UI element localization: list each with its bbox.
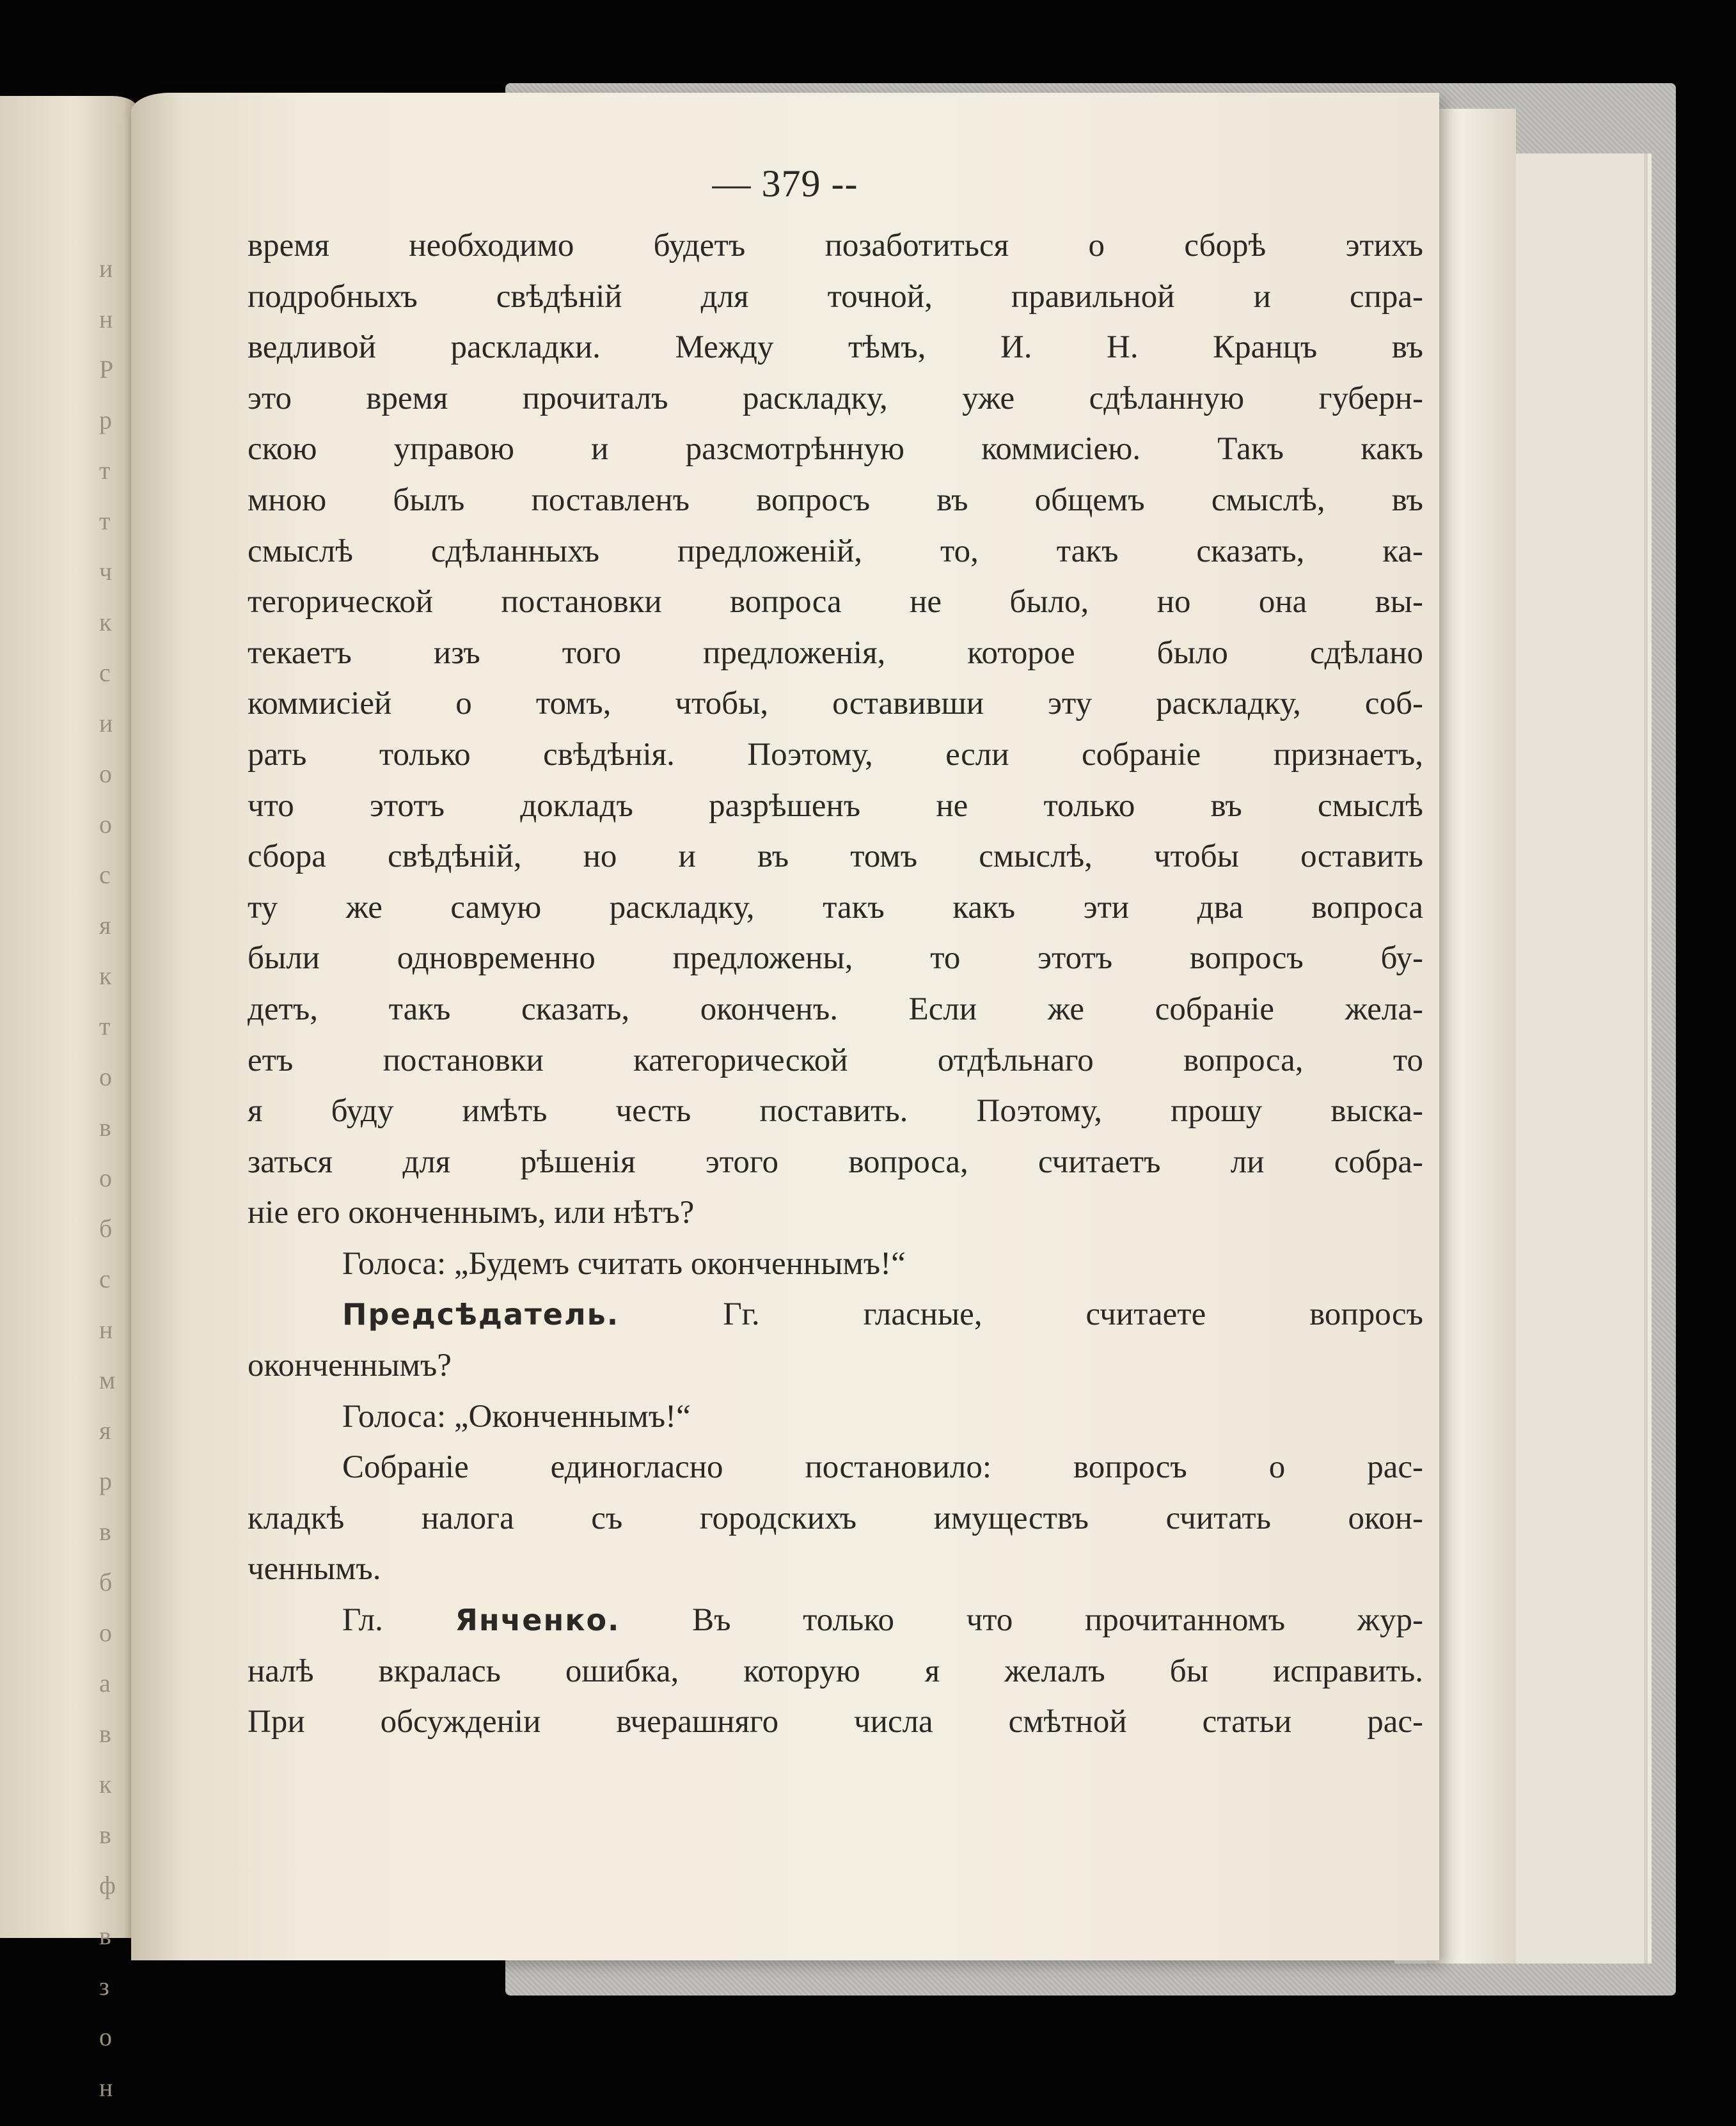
edge-mark: в — [99, 1921, 111, 1950]
text-line: заться для рѣшенія этого вопроса, считаетъ ли собра- — [248, 1144, 1423, 1180]
edge-mark: в — [99, 1517, 111, 1546]
edge-mark: б — [99, 1214, 113, 1243]
edge-mark: к — [99, 608, 112, 636]
text-line: рать только свѣдѣнія. Поэтому, если собраніе признаетъ, — [248, 736, 1423, 773]
edge-mark: т — [99, 507, 111, 535]
edge-mark: н — [99, 304, 113, 333]
resolution-line-2: кладкѣ налога съ городскихъ имуществъ считать окон- — [248, 1500, 1423, 1536]
edge-mark: о — [99, 759, 112, 788]
previous-page-edge — [0, 96, 138, 2102]
paragraph-main — [248, 221, 1423, 1239]
edge-mark: и — [99, 254, 113, 283]
edge-mark: в — [99, 1113, 111, 1142]
edge-mark: о — [99, 1163, 112, 1192]
edge-mark: а — [99, 1669, 111, 1697]
yanchenko-line-1 — [248, 1595, 1423, 1646]
text-line: время необходимо будетъ позаботиться о сборѣ этихъ — [248, 228, 1423, 264]
edge-mark: р — [99, 1467, 112, 1495]
yanchenko-text-1: Въ только что прочитанномъ жур- — [692, 1602, 1424, 1639]
edge-mark: о — [99, 810, 112, 839]
book-page — [131, 93, 1439, 1960]
text-line: подробныхъ свѣдѣній для точной, правильной и спра- — [248, 278, 1423, 315]
text-line: етъ постановки категорической отдѣльнаго вопроса, то — [248, 1042, 1423, 1078]
text-line: смыслѣ сдѣланныхъ предложеній, то, такъ сказать, ка- — [248, 533, 1423, 569]
page-number: — 379 -- — [712, 162, 858, 205]
previous-page-line-ends — [99, 243, 125, 2113]
chairman-text: Гг. гласные, считаете вопросъ — [723, 1296, 1423, 1333]
yanchenko-line-2: налѣ вкралась ошибка, которую я желалъ бы исправить. — [248, 1653, 1423, 1689]
edge-mark: ф — [99, 1871, 116, 1900]
text-line: мною былъ поставленъ вопросъ въ общемъ смыслѣ, въ — [248, 482, 1423, 518]
text-line: коммисіей о томъ, чтобы, оставивши эту раскладку, соб- — [248, 686, 1423, 722]
edge-mark: т — [99, 1012, 111, 1041]
edge-mark: з — [99, 1972, 109, 2001]
text-line: тегорической постановки вопроса не было, но она вы- — [248, 584, 1423, 620]
edge-mark: с — [99, 860, 111, 889]
edge-mark: о — [99, 1062, 112, 1091]
yanchenko-prefix: Гл. — [342, 1602, 383, 1639]
chairman-line — [248, 1289, 1423, 1341]
text-line: детъ, такъ сказать, оконченъ. Если же собраніе жела- — [248, 991, 1423, 1027]
resolution-line-1: Собраніе единогласно постановило: вопросъ о рас- — [342, 1449, 1423, 1486]
voices-line-1: Голоса: „Будемъ считать оконченнымъ!“ — [342, 1245, 906, 1282]
edge-mark: с — [99, 1264, 111, 1293]
edge-mark: в — [99, 1719, 111, 1748]
text-line: это время прочиталъ раскладку, уже сдѣланную губерн- — [248, 380, 1423, 416]
text-line: ведливой раскладки. Между тѣмъ, И. Н. Кранцъ въ — [248, 329, 1423, 366]
text-line: что этотъ докладъ разрѣшенъ не только въ смыслѣ — [248, 787, 1423, 824]
page-stack-edge — [1426, 109, 1516, 1964]
text-line: я буду имѣть честь поставить. Поэтому, прошу выска- — [248, 1093, 1423, 1130]
edge-mark: р — [99, 406, 112, 434]
chairman-line-2: оконченнымъ? — [248, 1348, 452, 1384]
edge-mark: я — [99, 1416, 111, 1445]
text-line: ніе его оконченнымъ, или нѣтъ? — [248, 1195, 695, 1231]
resolution-line-3: ченнымъ. — [248, 1551, 381, 1587]
edge-mark: и — [99, 709, 113, 737]
edge-mark: м — [99, 1366, 116, 1394]
text-line: ту же самую раскладку, такъ какъ эти два вопроса — [248, 889, 1423, 925]
voices-line-2: Голоса: „Оконченнымъ!“ — [342, 1398, 691, 1435]
edge-mark: н — [99, 2073, 113, 2102]
edge-mark: о — [99, 1618, 112, 1647]
edge-mark: в — [99, 1820, 111, 1849]
text-line: текаетъ изъ того предложенія, которое было сдѣлано — [248, 634, 1423, 671]
edge-mark: т — [99, 456, 111, 485]
speaker-yanchenko: Янченко. — [455, 1603, 620, 1638]
speaker-chairman: Предсѣдатель. — [342, 1297, 620, 1332]
text-line: были одновременно предложены, то этотъ вопросъ бу- — [248, 940, 1423, 977]
edge-mark: с — [99, 658, 111, 687]
edge-mark: к — [99, 961, 112, 990]
edge-mark: к — [99, 1770, 112, 1799]
edge-mark: Р — [99, 355, 114, 384]
text-line: скою управою и разсмотрѣнную коммисіею. Такъ какъ — [248, 431, 1423, 468]
edge-mark: о — [99, 2022, 112, 2051]
page-text — [248, 221, 1423, 1748]
edge-mark: н — [99, 1315, 113, 1344]
edge-mark: б — [99, 1568, 113, 1596]
text-line: сбора свѣдѣній, но и въ томъ смыслѣ, чтобы оставить — [248, 839, 1423, 875]
yanchenko-line-3: При обсужденіи вчерашняго числа смѣтной статьи рас- — [248, 1704, 1423, 1740]
edge-mark: я — [99, 911, 111, 940]
edge-mark: ч — [99, 557, 113, 586]
